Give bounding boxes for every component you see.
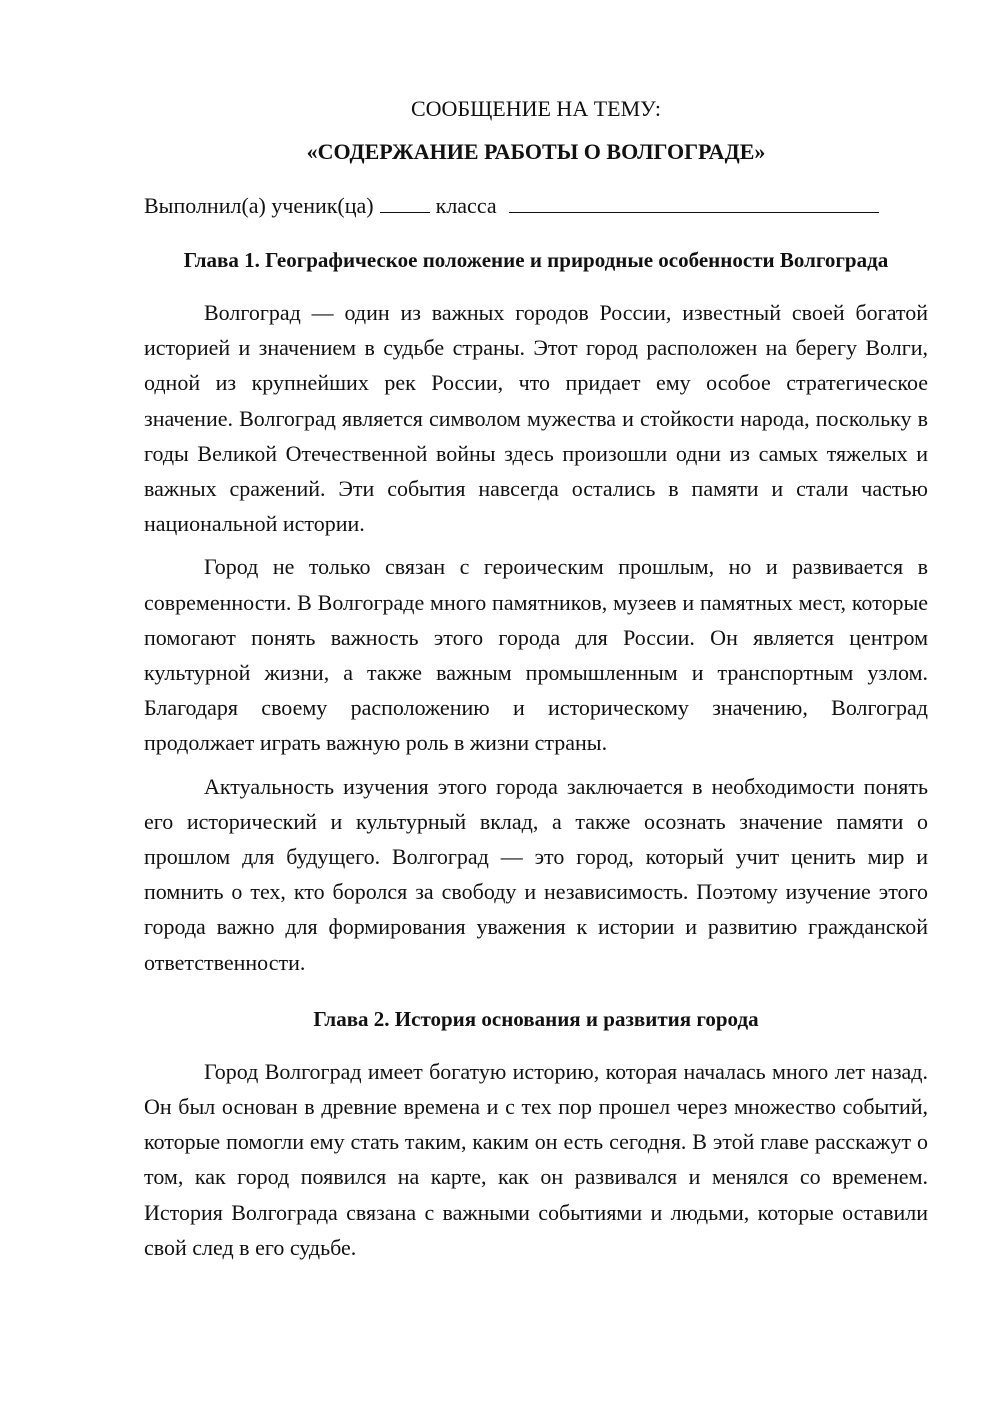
student-class-label: класса: [435, 193, 497, 218]
chapter-2-heading: Глава 2. История основания и развития города: [313, 1006, 759, 1031]
chapter-1-paragraph-2: Город не только связан с героическим прошлым, но и развивается в современности. В Волгограде много памятников, музеев и памятных мест, которые помогают понять важность этого города для России. Он является центром культурной жизни, а также важным промышленным и транспортным узлом. Благодаря своему расположению и историческому значению, Волгоград продолжает играть важную роль в жизни страны.: [144, 554, 928, 756]
chapter-1-paragraph-3: Актуальность изучения этого города заключается в необходимости понять его исторический и культурный вклад, а также осознать значение памяти о прошлом для будущего. Волгоград — это город, который учит ценить мир и помнить о тех, кто боролся за свободу и независимость. Поэтому изучение этого города важно для формирования уважения к истории и развитию гражданской ответственности.: [144, 773, 928, 975]
student-prefix: Выполнил(а) ученик(ца): [144, 193, 374, 218]
chapter-1-heading: Глава 1. Географическое положение и природные особенности Волгограда: [183, 248, 889, 272]
document-page: [144, 92, 928, 1265]
name-blank: [509, 190, 879, 213]
chapter-1-paragraph-1: Волгоград — один из важных городов России, известный своей богатой историей и значением в судьбе страны. Этот город расположен на берегу Волги, одной из крупнейших рек России, что придает ему особое стратегическое значение. Волгоград является символом мужества и стойкости народа, поскольку в годы Великой Отечественной войны здесь произошли одни из самых тяжелых и важных сражений. Эти события навсегда остались в памяти и стали частью национальной истории.: [144, 300, 928, 537]
title-line-2: «СОДЕРЖАНИЕ РАБОТЫ О ВОЛГОГРАДЕ»: [306, 139, 766, 164]
grade-blank: [380, 190, 430, 213]
student-line: [144, 190, 928, 221]
chapter-2-paragraph-1: Город Волгоград имеет богатую историю, которая началась много лет назад. Он был основан в древние времена и с тех пор прошел через множество событий, которые помогли ему стать таким, каким он есть сегодня. В этой главе расскажут о том, как город появился на карте, как он развивался и менялся со временем. История Волгограда связана с важными событиями и людьми, которые оставили свой след в его судьбе.: [144, 1058, 928, 1260]
title-line-1: СООБЩЕНИЕ НА ТЕМУ:: [411, 96, 661, 121]
